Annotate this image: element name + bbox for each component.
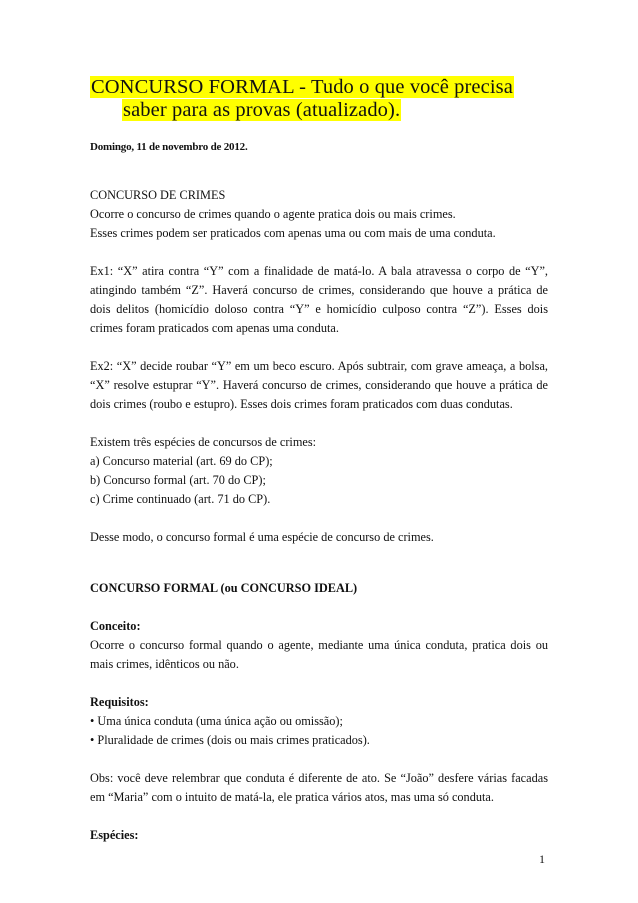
species-item-c: c) Crime continuado (art. 71 do CP).	[90, 492, 271, 506]
example-2: Ex2: “X” decide roubar “Y” em um beco escuro. Após subtrair, com grave ameaça, a bolsa, “X” resolve estuprar “Y”. Haverá concurso de crimes, considerando que houve a prática de dois crimes (roubo e estupro). Esses dois crimes foram praticados com duas condutas.	[90, 359, 548, 411]
species-item-b: b) Concurso formal (art. 70 do CP);	[90, 473, 266, 487]
especies-heading: Espécies:	[90, 828, 139, 842]
document-title	[90, 76, 548, 122]
section-heading-concurso-de-crimes: CONCURSO DE CRIMES	[90, 188, 226, 202]
title-line-2: saber para as provas (atualizado).	[123, 99, 401, 121]
requisito-item-2: • Pluralidade de crimes (dois ou mais crimes praticados).	[90, 733, 370, 747]
conclusion: Desse modo, o concurso formal é uma espécie de concurso de crimes.	[90, 530, 434, 544]
observation: Obs: você deve relembrar que conduta é diferente de ato. Se “João” desfere várias facadas em “Maria” com o intuito de matá-la, ele pratica vários atos, mas uma só conduta.	[90, 771, 548, 804]
section-heading-concurso-formal: CONCURSO FORMAL (ou CONCURSO IDEAL)	[90, 581, 358, 595]
intro-line-1: Ocorre o concurso de crimes quando o agente pratica dois ou mais crimes.	[90, 207, 456, 221]
conceito-text: Ocorre o concurso formal quando o agente, mediante uma única conduta, pratica dois ou mais crimes, idênticos ou não.	[90, 638, 548, 671]
document-body	[90, 186, 548, 845]
conceito-heading: Conceito:	[90, 619, 141, 633]
species-intro: Existem três espécies de concursos de crimes:	[90, 435, 317, 449]
example-1: Ex1: “X” atira contra “Y” com a finalidade de matá-lo. A bala atravessa o corpo de “Y”, atingindo também “Z”. Haverá concurso de crimes, considerando que houve a prática de dois delitos (homicídio doloso contra “Y” e homicídio culposo contra “Z”). Esses dois crimes foram praticados com apenas uma conduta.	[90, 264, 548, 335]
intro-line-2: Esses crimes podem ser praticados com apenas uma ou com mais de uma conduta.	[90, 226, 496, 240]
page-number: 1	[539, 852, 545, 866]
post-date: Domingo, 11 de novembro de 2012.	[90, 141, 248, 153]
species-item-a: a) Concurso material (art. 69 do CP);	[90, 454, 273, 468]
requisitos-heading: Requisitos:	[90, 695, 149, 709]
title-line-1: CONCURSO FORMAL - Tudo o que você precisa	[91, 76, 513, 98]
requisito-item-1: • Uma única conduta (uma única ação ou omissão);	[90, 714, 343, 728]
